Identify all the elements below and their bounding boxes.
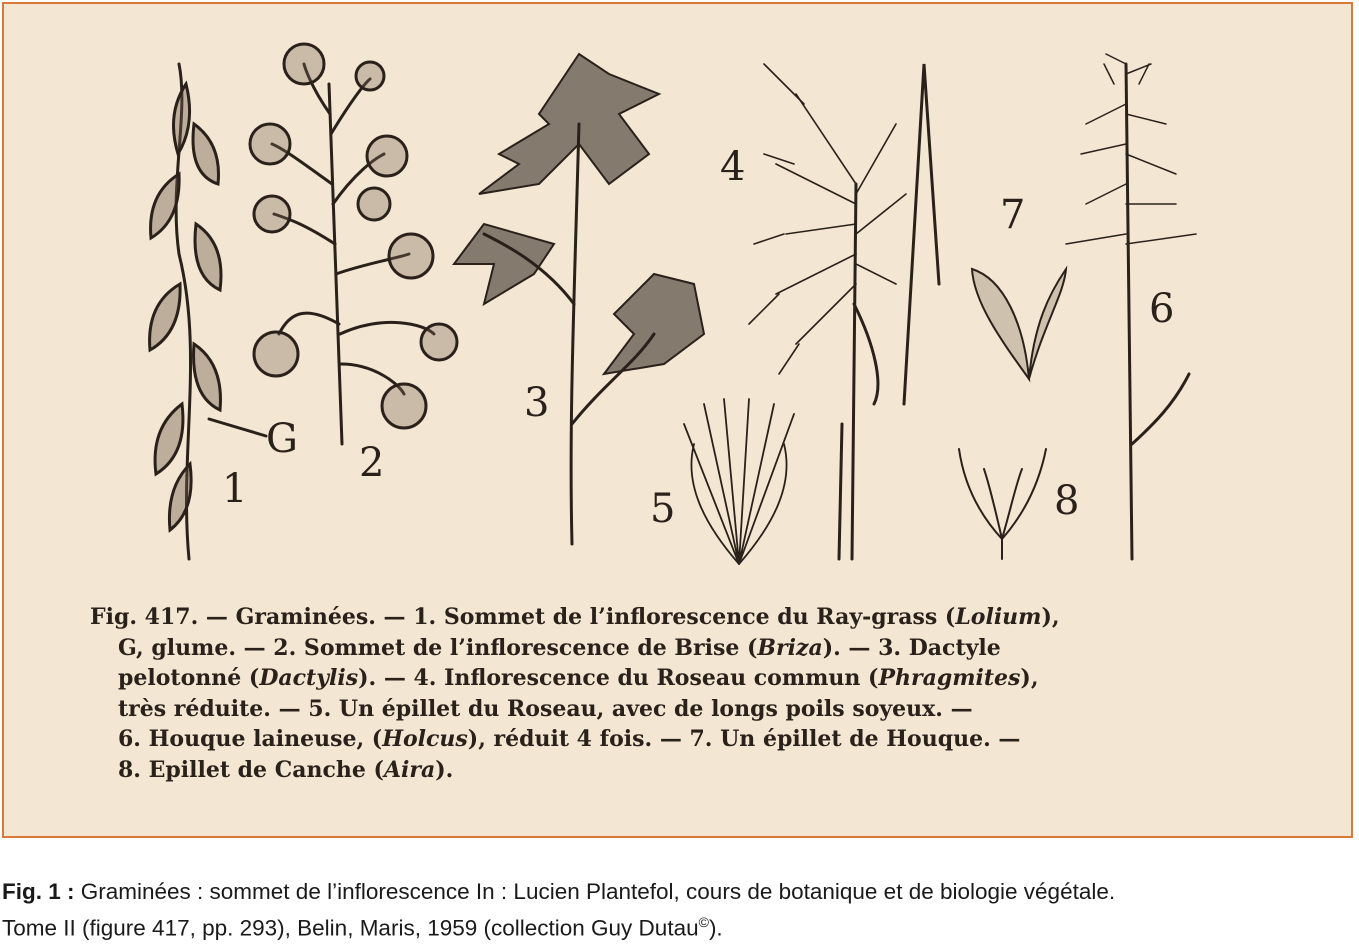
dactylis-drawing [454, 54, 704, 544]
aira-spikelet-drawing [959, 449, 1046, 559]
label-2: 2 [359, 440, 385, 486]
label-7: 7 [1000, 192, 1026, 238]
label-5: 5 [650, 486, 676, 532]
legend-line-6: 8. Epillet de Canche (Aira). [118, 756, 454, 783]
figure-caption [2, 876, 1357, 944]
briza-drawing [250, 44, 457, 444]
phragmites-drawing [749, 64, 939, 559]
legend-line-4: très réduite. — 5. Un épillet du Roseau, avec de longs poils soyeux. — [118, 695, 973, 722]
lolium-spike-drawing [150, 64, 266, 559]
caption-line-1: Fig. 1 : Graminées : sommet de l’inflorescence In : Lucien Plantefol, cours de botanique et de biologie végétale. [2, 879, 1116, 904]
legend-line-3: pelotonné (Dactylis). — 4. Inflorescence du Roseau commun (Phragmites), [118, 665, 1039, 691]
caption-fig-label: Fig. 1 : [2, 879, 75, 904]
label-3: 3 [524, 380, 550, 426]
phragmites-spikelet-drawing [684, 399, 794, 564]
label-4: 4 [720, 144, 746, 190]
legend-line-2: G, glume. — 2. Sommet de l’inflorescence de Brise (Briza). — 3. Dactyle [118, 634, 1001, 661]
legend-line-5: 6. Houque laineuse, (Holcus), réduit 4 fois. — 7. Un épillet de Houque. — [118, 726, 1021, 752]
holcus-spikelet-drawing [972, 269, 1066, 379]
figure-plate [2, 2, 1353, 838]
label-6: 6 [1149, 286, 1175, 332]
figure-legend [90, 602, 1250, 785]
copyright-mark: © [698, 914, 709, 930]
caption-line-2: Tome II (figure 417, pp. 293), Belin, Maris, 1959 (collection Guy Dutau©). [2, 914, 723, 941]
label-g: G [266, 416, 298, 462]
holcus-drawing [1066, 54, 1196, 559]
legend-line-1: Fig. 417. — Graminées. — 1. Sommet de l’inflorescence du Ray-grass (Lolium), [90, 604, 1060, 630]
label-1: 1 [222, 466, 248, 512]
label-8: 8 [1054, 478, 1080, 524]
